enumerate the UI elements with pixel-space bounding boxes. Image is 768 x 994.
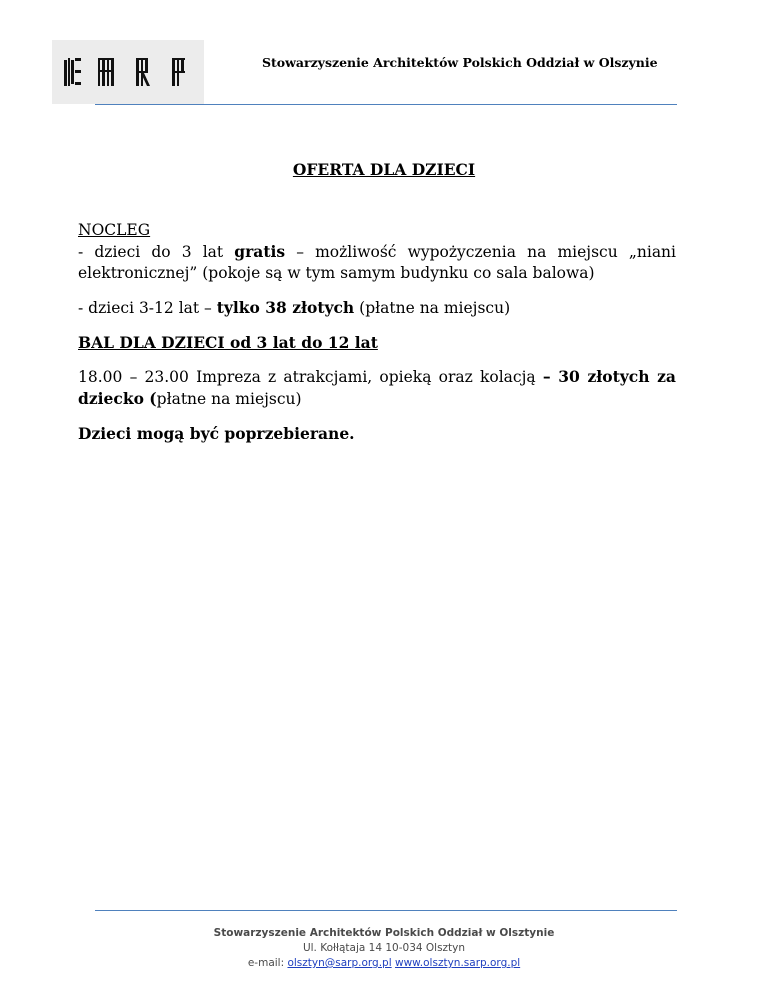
document-body <box>78 220 676 445</box>
footer-address: Ul. Kołłątaja 14 10-034 Olsztyn <box>302 942 466 954</box>
sarp-logo-graphic <box>52 40 204 104</box>
footer <box>0 926 768 971</box>
price-emphasis: tylko 38 złotych <box>216 298 355 317</box>
free-emphasis: gratis <box>234 242 286 261</box>
footer-contact <box>0 956 768 971</box>
bal-price-emphasis: – 30 złotych za dziecko ( <box>78 367 676 408</box>
footer-organization: Stowarzyszenie Architektów Polskich Oddział w Olsztynie <box>213 927 555 939</box>
text: - dzieci do 3 lat <box>78 243 235 261</box>
bal-paragraph <box>78 366 676 410</box>
page-title: OFERTA DLA DZIECI <box>292 160 476 179</box>
header-divider <box>95 104 677 105</box>
closing-note <box>78 423 676 445</box>
bal-heading: BAL DLA DZIECI od 3 lat do 12 lat <box>78 333 378 352</box>
sarp-logo <box>52 40 204 104</box>
nocleg-infants-paragraph <box>78 241 676 284</box>
text: - dzieci 3-12 lat – <box>78 299 217 317</box>
text: 18.00 – 23.00 Impreza z atrakcjami, opieką oraz kolacją <box>78 368 543 386</box>
nocleg-heading: NOCLEG <box>78 221 151 239</box>
closing-text: Dzieci mogą być poprzebierane. <box>78 424 355 443</box>
text: (płatne na miejscu) <box>354 299 511 317</box>
email-link[interactable]: olsztyn@sarp.org.pl <box>287 957 392 969</box>
email-label: e-mail: <box>247 957 288 969</box>
header-organization-name: Stowarzyszenie Architektów Polskich Oddział w Olszynie <box>262 55 658 70</box>
footer-divider <box>95 910 677 911</box>
text: – możliwość wypożyczenia na miejscu „niani elektronicznej” (pokoje są w tym samym budynku co sala balowa) <box>78 243 676 282</box>
website-link[interactable]: www.olsztyn.sarp.org.pl <box>395 957 521 969</box>
text: płatne na miejscu) <box>156 390 302 408</box>
nocleg-children-paragraph <box>78 297 676 319</box>
